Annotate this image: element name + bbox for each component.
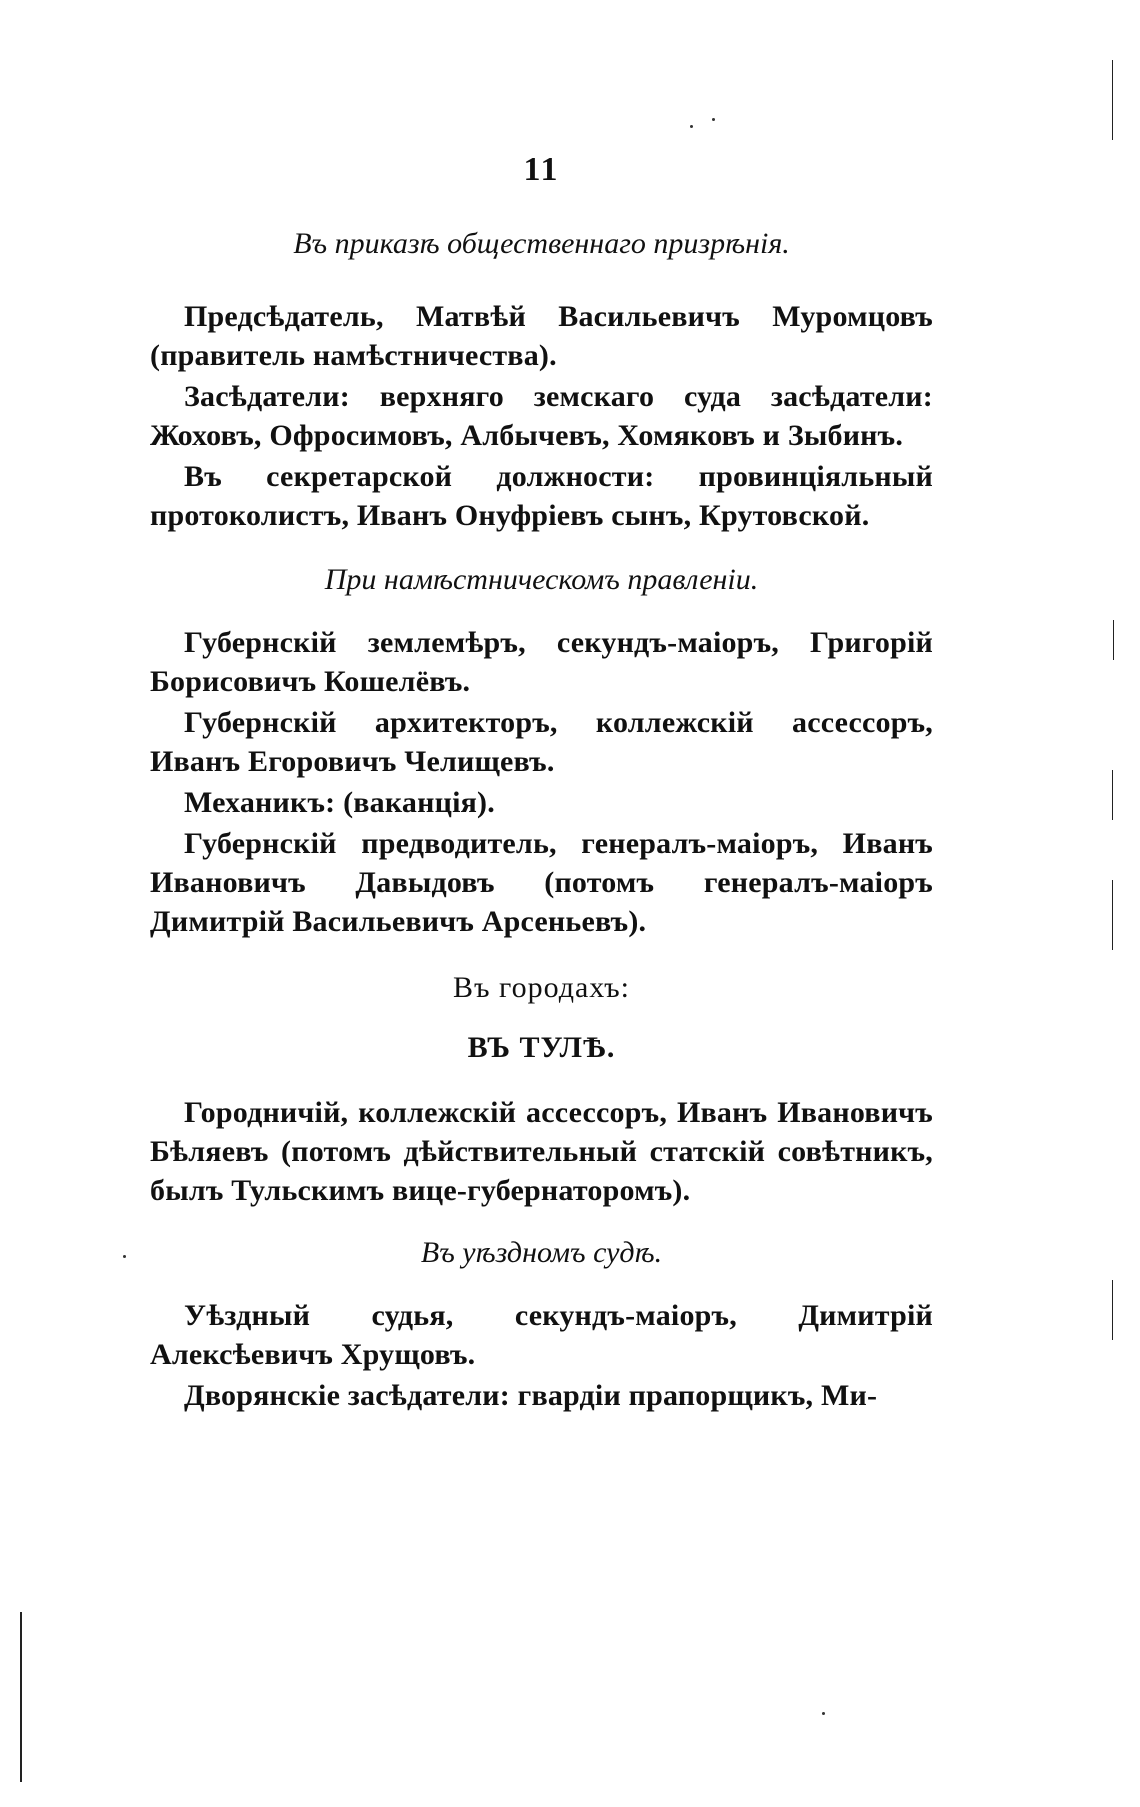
paragraph: Дворянскіе засѣдатели: гвардіи прапорщикъ, Ми- [184,1379,878,1412]
paragraph: Механикъ: (ваканція). [184,786,495,819]
paragraph: Губернскій землемѣръ, секундъ-маіоръ, Григорій Борисовичъ Кошелёвъ. [150,626,933,698]
paragraph: Предсѣдатель, Матвѣй Васильевичъ Муромцовъ (правитель намѣстничества). [150,300,933,372]
page-number: 11 [523,151,560,188]
section-heading-pravlenie: При намѣстническомъ правленіи. [324,563,759,596]
section-heading-sud: Въ уѣздномъ судѣ. [420,1236,663,1269]
paragraph: Уѣздный судья, секундъ-маіоръ, Димитрій Алексѣевичъ Хрущовъ. [150,1299,933,1371]
page-content [150,150,933,1417]
ink-speck [690,125,693,128]
right-margin-line [1112,770,1113,820]
ink-speck [712,118,715,121]
paragraph: Городничій, коллежскій ассессоръ, Иванъ Ивановичъ Бѣляевъ (потомъ дѣйствительный статскій совѣтникъ, былъ Тульскимъ вице-губернаторомъ). [150,1096,933,1207]
right-margin-line [1113,620,1114,660]
right-margin-line [1112,880,1113,950]
right-margin-line [1112,60,1113,140]
left-margin-line [20,1612,22,1782]
paragraph: Засѣдатели: верхняго земскаго суда засѣдатели: Жоховъ, Офросимовъ, Албычевъ, Хомяковъ и Зыбинъ. [150,380,933,452]
right-margin-line [1112,1280,1113,1340]
section-heading-goroda: Въ городахъ: [453,971,630,1004]
city-heading-tula: ВЪ ТУЛѢ. [467,1031,616,1064]
paragraph: Губернскій архитекторъ, коллежскій ассессоръ, Иванъ Егоровичъ Челищевъ. [150,706,933,778]
section-heading-prikaz: Въ приказѣ общественнаго призрѣнія. [293,227,790,260]
paragraph: Въ секретарской должности: провинціяльный протоколистъ, Иванъ Онуфріевъ сынъ, Крутовской. [150,460,933,532]
ink-speck [123,1255,126,1258]
ink-speck [822,1712,825,1715]
paragraph: Губернскій предводитель, генералъ-маіоръ, Иванъ Ивановичъ Давыдовъ (потомъ генералъ-маіоръ Димитрій Васильевичъ Арсеньевъ). [150,827,933,938]
